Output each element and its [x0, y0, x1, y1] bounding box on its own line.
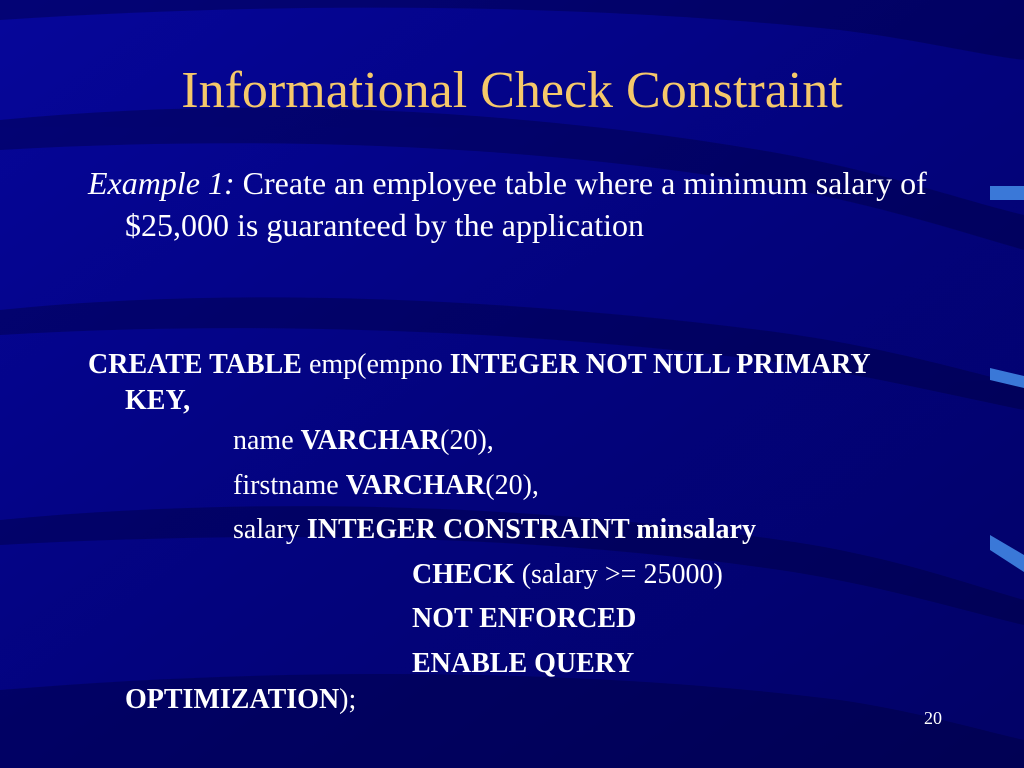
- keyword-create-table: CREATE TABLE: [88, 349, 302, 380]
- example-paragraph: [88, 162, 955, 246]
- code-line-1: [88, 347, 928, 419]
- keyword-not-enforced: NOT ENFORCED: [412, 603, 637, 634]
- code-line-4: [88, 508, 928, 553]
- keyword-varchar: VARCHAR: [300, 425, 441, 456]
- code-text: name: [233, 425, 301, 456]
- example-label: Example 1:: [88, 165, 235, 201]
- keyword-varchar: VARCHAR: [345, 469, 486, 501]
- code-line-2: [88, 419, 928, 464]
- slide-title: Informational Check Constraint: [181, 62, 843, 119]
- code-line-5: [88, 553, 928, 598]
- keyword-optimization: OPTIMIZATION: [125, 684, 340, 715]
- code-text: (20),: [485, 469, 539, 501]
- keyword-integer-not-null-primary-key: INTEGER NOT NULL PRIMARY KEY,: [125, 349, 870, 416]
- code-text: firstname: [233, 469, 346, 501]
- sql-code-block: [88, 347, 928, 723]
- keyword-integer-constraint: INTEGER CONSTRAINT minsalary: [306, 514, 756, 545]
- example-text: Create an employee table where a minimum salary of $25,000 is guaranteed by the application: [125, 165, 927, 243]
- code-text: );: [339, 684, 357, 715]
- code-line-6: [88, 597, 928, 642]
- code-text: salary: [233, 514, 307, 545]
- slide-page-number: 20: [924, 708, 942, 728]
- code-text: (salary >= 25000): [514, 558, 723, 590]
- code-text: (20),: [440, 425, 494, 456]
- code-line-3: [88, 464, 928, 509]
- keyword-check: CHECK: [412, 558, 515, 590]
- code-text: emp(empno: [301, 349, 450, 380]
- keyword-enable-query: ENABLE QUERY: [412, 647, 635, 679]
